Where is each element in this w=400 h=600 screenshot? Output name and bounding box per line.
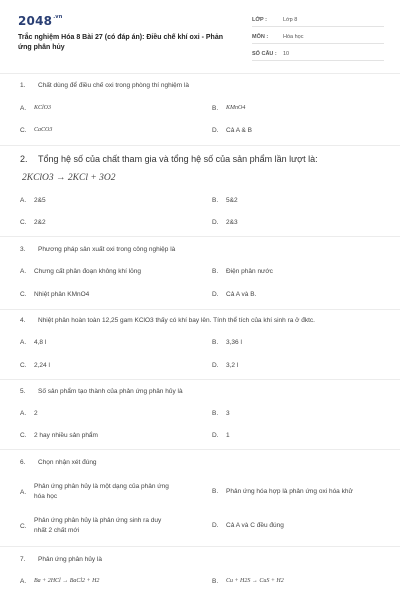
header-divider [0,73,400,74]
question-text: 5. Số sản phẩm tạo thành của phản ứng phân hủy là [20,388,183,395]
question-5-option-d[interactable]: D. 1 [212,432,230,439]
question-6-option-d[interactable]: D. Cả A và C đều đúng [212,522,284,529]
question-5-option-b[interactable]: B. 3 [212,410,230,417]
question-count-label: SỐ CÂU : [252,51,277,57]
question-3-option-b[interactable]: B. Điện phân nước [212,268,273,275]
site-logo[interactable]: $2048^{.vn}$ [18,14,63,28]
question-1-option-b[interactable]: B. KMnO4 [212,105,246,112]
subject-value: Hóa học [283,34,304,40]
question-text: 2. Tổng hệ số của chất tham gia và tổng hệ số của sản phẩm lần lượt là: [20,154,318,164]
question-text: 3. Phương pháp sản xuất oxi trong công nghiệp là [20,246,176,253]
question-count-value: 10 [283,51,290,57]
question-1-option-c[interactable]: C. CaCO3 [20,127,53,134]
question-2 [20,154,390,174]
question-4-option-b[interactable]: B. 3,36 l [212,339,242,346]
question-1-option-a[interactable]: A. KClO3 [20,105,52,112]
question-5 [20,388,390,400]
question-2-option-c[interactable]: C. 2&2 [20,219,46,226]
question-3 [20,246,390,258]
divider [0,236,400,237]
divider [0,546,400,547]
grade-value: Lớp 8 [283,17,298,23]
meta-info [252,14,384,65]
question-2-option-a[interactable]: A. 2&5 [20,197,46,204]
divider [0,145,400,146]
question-5-option-c[interactable]: C. 2 hay nhiều sản phẩm [20,432,98,439]
question-2-option-b[interactable]: B. 5&2 [212,197,238,204]
question-1-option-d[interactable]: D. Cả A & B [212,127,253,134]
page-header [0,0,400,72]
question-2-option-d[interactable]: D. 2&3 [212,219,238,226]
grade-row [252,14,384,27]
question-3-option-a[interactable]: A. Chưng cất phân đoạn không khí lỏng [20,268,141,275]
question-text: 6. Chọn nhận xét đúng [20,459,97,466]
document-title: Trắc nghiệm Hóa 8 Bài 27 (có đáp án): Điều chế khí oxi - Phản ứng phân hủy [18,34,223,51]
subject-row [252,31,384,44]
question-6-option-b[interactable]: B. Phản ứng hóa hợp là phản ứng oxi hóa khử [212,488,353,495]
question-text: 1. Chất dùng để điều chế oxi trong phòng thí nghiệm là [20,82,190,89]
question-5-option-a[interactable]: A. 2 [20,410,38,417]
question-1 [20,82,390,142]
question-7 [20,556,390,568]
question-3-option-c[interactable]: C. Nhiệt phân KMnO4 [20,291,90,298]
question-4-option-a[interactable]: A. 4,8 l [20,339,47,346]
grade-label: LỚP : [252,17,267,23]
divider [0,309,400,310]
question-4-option-c[interactable]: C. 2,24 l [20,362,50,369]
question-count-row [252,48,384,61]
question-text: 4. Nhiệt phân hoàn toàn 12,25 gam KClO3 thấy có khí bay lên. Tính thể tích của khí sinh ra ở đktc. [20,317,315,324]
divider [0,379,400,380]
question-4 [20,317,390,329]
divider [0,449,400,450]
question-6-option-c[interactable]: C. Phản ứng phân hủy là phản ứng sinh ra duy nhất 2 chất mới [20,517,162,534]
question-4-option-d[interactable]: D. 3,2 l [212,362,239,369]
question-6-option-a[interactable]: A. Phản ứng phân hủy là một dạng của phản ứng hóa học [20,483,169,500]
question-7-option-b[interactable]: B. Cu + H2S → CuS + H2 [212,578,284,585]
question-6 [20,459,390,471]
subject-label: MÔN : [252,34,269,40]
question-text: 7. Phản ứng phân hủy là [20,556,102,563]
question-3-option-d[interactable]: D. Cả A và B. [212,291,257,298]
reaction-formula: 2KClO3 → 2KCl + 3O2 [22,173,116,183]
question-7-option-a[interactable]: A. Ba + 2HCl → BaCl2 + H2 [20,578,100,585]
